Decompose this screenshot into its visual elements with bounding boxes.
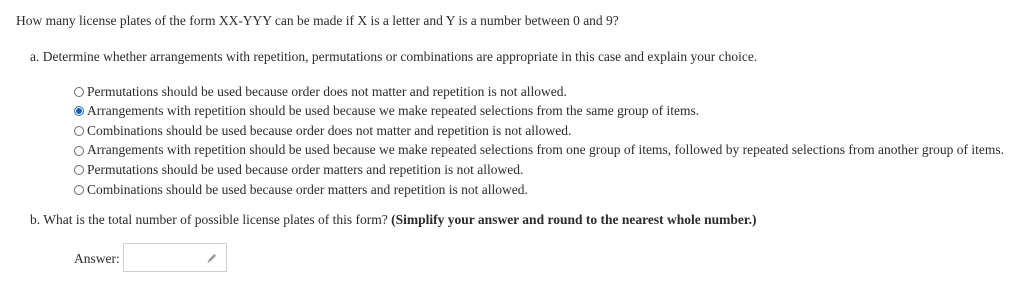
radio-button-icon[interactable]: [74, 106, 84, 116]
radio-button-icon[interactable]: [74, 165, 84, 175]
option-label: Permutations should be used because order matters and repetition is not allowed.: [87, 162, 524, 178]
option-label: Arrangements with repetition should be used because we make repeated selections from one group of items, followed by repeated selections from another group of items.: [87, 142, 1004, 158]
radio-button-icon[interactable]: [74, 146, 84, 156]
option-2[interactable]: [74, 121, 1004, 141]
option-3[interactable]: [74, 141, 1004, 161]
part-b-instruction: (Simplify your answer and round to the nearest whole number.): [391, 212, 757, 227]
radio-button-icon[interactable]: [74, 87, 84, 97]
option-4[interactable]: [74, 160, 1004, 180]
option-label: Permutations should be used because order does not matter and repetition is not allowed.: [87, 83, 567, 99]
option-label: Arrangements with repetition should be used because we make repeated selections from the same group of items.: [87, 103, 700, 119]
answer-label: Answer:: [74, 251, 120, 266]
part-a-prompt: a. Determine whether arrangements with repetition, permutations or combinations are appropriate in this case and explain your choice.: [30, 49, 758, 64]
radio-button-icon[interactable]: [74, 126, 84, 136]
option-5[interactable]: [74, 180, 1004, 200]
answer-options-group: [74, 82, 1004, 200]
part-b-question: b. What is the total number of possible license plates of this form?: [30, 212, 388, 227]
option-label: Combinations should be used because order does not matter and repetition is not allowed.: [87, 122, 572, 138]
radio-button-icon[interactable]: [74, 185, 84, 195]
option-1[interactable]: [74, 102, 1004, 122]
option-0[interactable]: [74, 82, 1004, 102]
question-text: How many license plates of the form XX-YYY can be made if X is a letter and Y is a number between 0 and 9?: [16, 13, 619, 28]
answer-input[interactable]: [123, 243, 227, 272]
pencil-icon[interactable]: [206, 252, 218, 264]
option-label: Combinations should be used because order matters and repetition is not allowed.: [87, 181, 528, 197]
part-b-prompt: [30, 212, 756, 228]
